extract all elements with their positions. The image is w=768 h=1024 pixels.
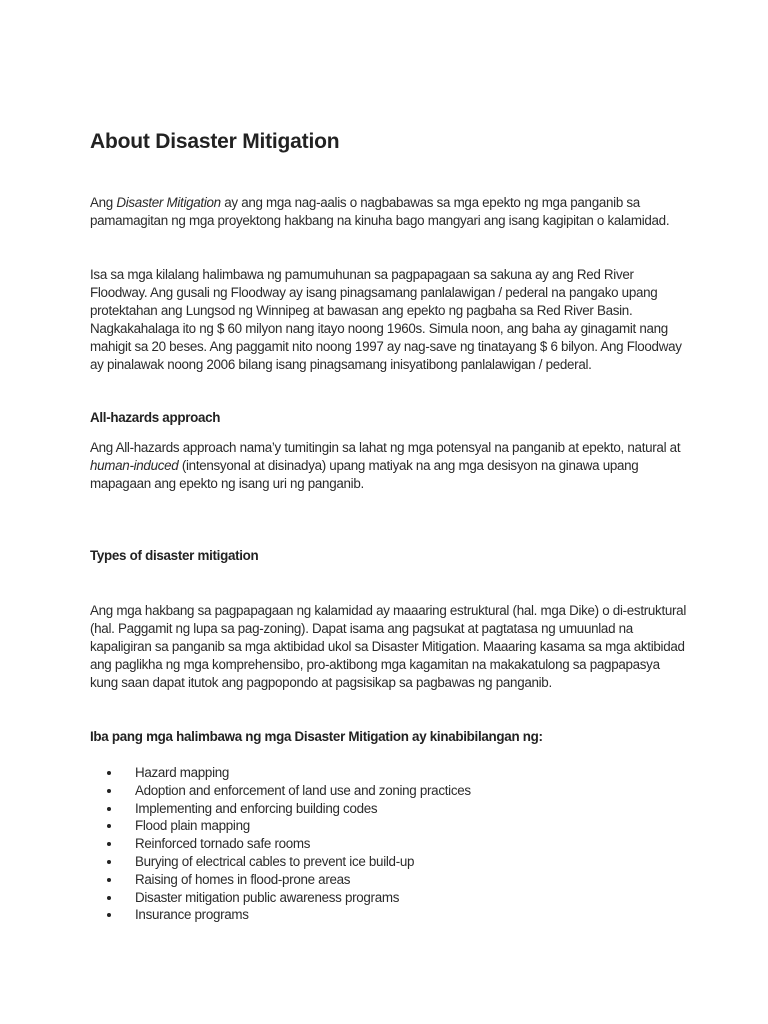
- list-item-text: Hazard mapping: [135, 765, 230, 780]
- intro-text-start: Ang: [90, 195, 117, 210]
- examples-heading: Iba pang mga halimbawa ng mga Disaster Mitigation ay kinabibilangan ng:: [90, 729, 543, 744]
- all-hazards-text-end: (intensyonal at disinadya) upang matiyak na ang mga desisyon na ginawa upang mapagaan ang epekto ng isang uri ng panganib.: [90, 458, 639, 491]
- list-item-text: Raising of homes in flood-prone areas: [135, 871, 351, 887]
- bullet-icon: [107, 913, 111, 917]
- intro-paragraph: [90, 194, 690, 230]
- types-heading: Types of disaster mitigation: [90, 548, 259, 563]
- list-item: [107, 853, 471, 871]
- list-item-text: Flood plain mapping: [135, 818, 250, 834]
- all-hazards-heading: All-hazards approach: [90, 410, 221, 425]
- examples-list: [107, 764, 471, 924]
- list-item: [107, 817, 471, 835]
- intro-italic-term: Disaster Mitigation: [116, 195, 221, 210]
- bullet-icon: [107, 824, 111, 828]
- list-item-text: Burying of electrical cables to prevent ice build-up: [135, 853, 415, 869]
- bullet-icon: [107, 842, 111, 846]
- list-item-text: Implementing and enforcing building codes: [135, 800, 378, 816]
- bullet-icon: [107, 878, 111, 882]
- all-hazards-text-start: Ang All-hazards approach nama’y tumitingin sa lahat ng mga potensyal na panganib at epekto, natural at: [90, 440, 681, 455]
- bullet-icon: [107, 807, 111, 811]
- list-item-text: Reinforced tornado safe rooms: [135, 836, 311, 852]
- bullet-icon: [107, 896, 111, 900]
- types-paragraph: Ang mga hakbang sa pagpapagaan ng kalamidad ay maaaring estruktural (hal. mga Dike) o di-estruktural (hal. Paggamit ng lupa sa pag-zoning). Dapat isama ang pagsukat at pagtatasa ng umuunlad na kapaligiran sa panganib sa mga aktibidad ukol sa Disaster Mitigation. Maaaring kasama sa mga aktibidad ang paglikha ng mga komprehensibo, pro-aktibong mga kagamitan na makakatulong sa pagpapasya kung saan dapat itutok ang pagpopondo at pagsisikap sa pagbawas ng panganib.: [90, 603, 687, 690]
- list-item: [107, 764, 471, 782]
- list-item-text: Adoption and enforcement of land use and zoning practices: [135, 782, 471, 798]
- list-item-text: Disaster mitigation public awareness programs: [135, 889, 400, 905]
- list-item: [107, 906, 471, 924]
- list-item-text: Insurance programs: [135, 907, 249, 923]
- bullet-icon: [107, 771, 111, 775]
- list-item: [107, 871, 471, 889]
- all-hazards-paragraph: [90, 439, 690, 493]
- list-item: [107, 835, 471, 853]
- all-hazards-italic-term: human-induced: [90, 458, 179, 473]
- page-title: About Disaster Mitigation: [90, 130, 340, 153]
- list-item: [107, 800, 471, 818]
- list-item: [107, 889, 471, 907]
- list-item: [107, 782, 471, 800]
- bullet-icon: [107, 789, 111, 793]
- intro-text-end: ay ang mga nag-aalis o nagbabawas sa mga epekto ng mga panganib sa pamamagitan ng mga proyektong hakbang na kinuha bago mangyari ang isang kagipitan o kalamidad.: [90, 195, 670, 228]
- floodway-example-paragraph: Isa sa mga kilalang halimbawa ng pamumuhunan sa pagpapagaan sa sakuna ay ang Red River Floodway. Ang gusali ng Floodway ay isang pinagsamang panlalawigan / pederal na pangako upang protektahan ang Lungsod ng Winnipeg at bawasan ang epekto ng pagbaha sa Red River Basin. Nagkakahalaga ito ng $ 60 milyon nang itayo noong 1960s. Simula noon, ang baha ay ginagamit nang mahigit sa 20 beses. Ang paggamit nito noong 1997 ay nag-save ng tinatayang $ 6 bilyon. Ang Floodway ay pinalawak noong 2006 bilang isang pinagsamang inisyatibong panlalawigan / pederal.: [90, 267, 682, 372]
- bullet-icon: [107, 860, 111, 864]
